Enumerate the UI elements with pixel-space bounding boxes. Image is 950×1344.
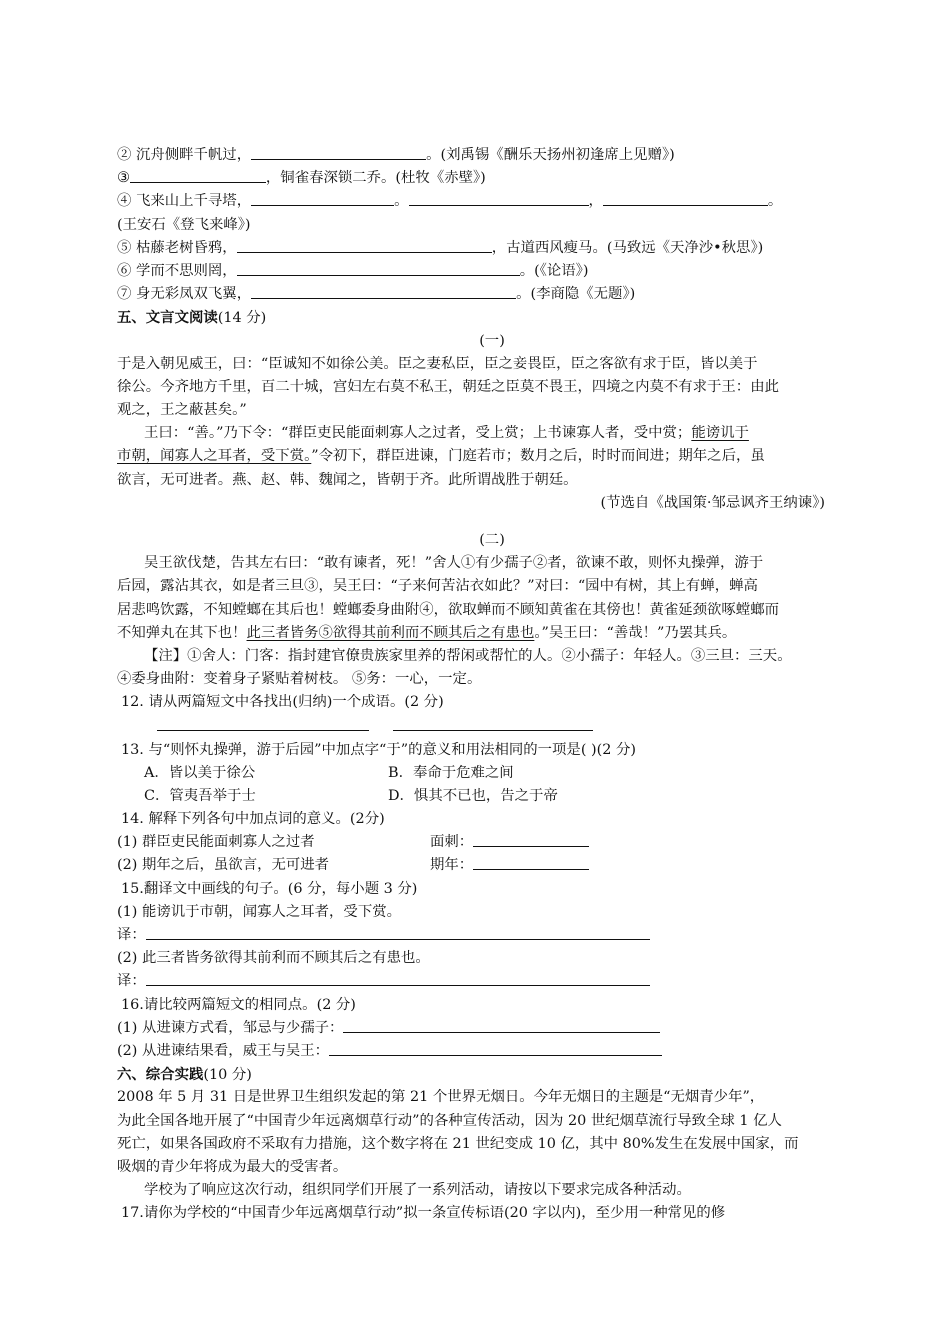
- text-1-line: 王曰：“善。”乃下令：“群臣吏民能面刺寡人之过者，受上赏；上书谏寡人者，受中赏；能谤讥于: [144, 425, 749, 442]
- question-16: 16.请比较两篇短文的相同点。(2 分): [121, 996, 356, 1013]
- option-a[interactable]: A．皆以美于徐公: [144, 764, 256, 781]
- q16-item-1: (1) 从进谏方式看，邹忌与少孺子：: [117, 1017, 867, 1040]
- section-score: (10 分): [203, 1067, 252, 1084]
- q15-item-2: (2) 此三者皆务欲得其前利而不顾其后之有患也。: [117, 950, 430, 967]
- q13-options-row-1: [117, 762, 867, 785]
- section-6-line: 学校为了响应这次行动，组织同学们开展了一系列活动，请按以下要求完成各种活动。: [144, 1182, 691, 1199]
- section-6-line: 为此全国各地开展了“中国青少年远离烟草行动”的各种宣传活动，因为 20 世纪烟草流行导致全球 1 亿人: [117, 1112, 782, 1129]
- section-5-heading: [117, 306, 867, 329]
- q16-item-2: (2) 从进谏结果看，威王与吴王：: [117, 1040, 867, 1063]
- poem-line-7: ⑦ 身无彩凤双飞翼， 。(李商隐《无题》): [117, 283, 867, 306]
- answer-blank[interactable]: [473, 831, 589, 847]
- text-1-label: (一): [479, 332, 505, 349]
- text-1-line: 于是入朝见威王，曰：“臣诚知不如徐公美。臣之妻私臣，臣之妾畏臣，臣之客欲有求于臣，皆以美于: [117, 355, 758, 372]
- answer-blank[interactable]: [251, 283, 516, 299]
- question-17: 17.请你为学校的“中国青少年远离烟草行动”拟一条宣传标语(20 字以内)，至少用一种常见的修: [121, 1205, 726, 1222]
- text-2-line: 居悲鸣饮露，不知螳螂在其后也！螳螂委身曲附④，欲取蝉而不顾知黄雀在其傍也！黄雀延颈欲啄螳螂而: [117, 601, 779, 618]
- question-15: 15.翻译文中画线的句子。(6 分，每小题 3 分): [121, 880, 418, 897]
- q14-item-2: (2) 期年之后，虽欲言，无可进者 期年：: [117, 854, 867, 877]
- q14-item-1: (1) 群臣吏民能面刺寡人之过者 面刺：: [117, 831, 867, 854]
- text-1-line: 市朝，闻寡人之耳者，受下赏。”令初下，群臣进谏，门庭若市；数月之后，时时而间进；期年之后，虽: [117, 448, 765, 465]
- section-6-heading: [117, 1063, 867, 1086]
- answer-blank[interactable]: [409, 190, 589, 206]
- underlined-sentence: 市朝，闻寡人之耳者，受下赏。: [117, 448, 312, 465]
- answer-blank[interactable]: [251, 190, 394, 206]
- section-score: (14 分): [217, 310, 267, 327]
- q15-translation-row-2: 译：: [117, 970, 867, 993]
- option-c[interactable]: C．管夷吾举于士: [144, 787, 256, 804]
- poem-line-2: ② 沉舟侧畔千帆过， 。(刘禹锡《酬乐天扬州初逢席上见赠》): [117, 144, 867, 167]
- text-1-line: 徐公。今齐地方千里，百二十城，宫妇左右莫不私王，朝廷之臣莫不畏王，四境之内莫不有求于王：由此: [117, 378, 779, 395]
- section-6-line: 2008 年 5 月 31 日是世界卫生组织发起的第 21 个世界无烟日。今年无烟日的主题是“无烟青少年”，: [117, 1089, 765, 1106]
- answer-blank[interactable]: [603, 190, 768, 206]
- text-2-note: 【注】①舍人：门客：指封建官僚贵族家里养的帮闲或帮忙的人。②小孺子：年轻人。③三旦：三天。: [144, 647, 792, 664]
- answer-blank[interactable]: [157, 715, 369, 731]
- option-d[interactable]: D．惧其不已也，告之于帝: [388, 787, 558, 804]
- text-2-note: ④委身曲附：变着身子紧贴着树枝。 ⑤务：一心，一定。: [117, 671, 482, 688]
- q13-options-row-2: [117, 785, 867, 808]
- underlined-sentence: 此三者皆务⑤欲得其前利而不顾其后之有患也: [246, 624, 535, 641]
- underlined-sentence: 能谤讥于: [691, 425, 749, 442]
- q15-translation-row-1: 译：: [117, 924, 867, 947]
- question-14: 14. 解释下列各句中加点词的意义。(2分): [121, 811, 385, 828]
- q12-answer-row: [117, 715, 867, 731]
- page-content: [117, 144, 867, 1225]
- q15-item-1: (1) 能谤讥于市朝，闻寡人之耳者，受下赏。: [117, 903, 401, 920]
- section-title: 五、文言文阅读: [117, 309, 218, 327]
- option-b[interactable]: B．奉命于危难之间: [388, 764, 514, 781]
- answer-blank[interactable]: [237, 260, 520, 276]
- poem-line-5: ⑤ 枯藤老树昏鸦， ，古道西风瘦马。(马致远《天净沙•秋思》): [117, 237, 867, 260]
- poem-line-4: ④ 飞来山上千寻塔， 。 ， 。: [117, 190, 867, 213]
- answer-blank[interactable]: [146, 970, 650, 986]
- answer-blank[interactable]: [329, 1040, 662, 1056]
- answer-blank[interactable]: [393, 715, 593, 731]
- poem-line-4-source: (王安石《登飞来峰》): [117, 216, 251, 233]
- poem-line-6: ⑥ 学而不思则罔， 。(《论语》): [117, 260, 867, 283]
- section-6-line: 死亡，如果各国政府不采取有力措施，这个数字将在 21 世纪变成 10 亿，其中 80%发生在发展中国家，而: [117, 1135, 799, 1152]
- text-1-source: (节选自《战国策·邹忌讽齐王纳谏》): [600, 494, 825, 511]
- question-13: 13. 与“则怀丸操弹，游于后园”中加点字“于”的意义和用法相同的一项是( )(2 分): [121, 741, 636, 758]
- answer-blank[interactable]: [343, 1017, 660, 1033]
- answer-blank[interactable]: [130, 167, 266, 183]
- poem-line-3: ③ ，铜雀春深锁二乔。(杜牧《赤壁》): [117, 167, 867, 190]
- text-2-line: 后园，露沾其衣，如是者三旦③，吴王曰：“子来何苦沾衣如此？”对曰：“园中有树，其上有蝉，蝉高: [117, 578, 758, 595]
- answer-blank[interactable]: [251, 144, 426, 160]
- text-2-line: 吴王欲伐楚，告其左右曰：“敢有谏者，死！”舍人①有少孺子②者，欲谏不敢，则怀丸操弹，游于: [144, 555, 764, 572]
- text-1-line: 欲言，无可进者。燕、赵、韩、魏闻之，皆朝于齐。此所谓战胜于朝廷。: [117, 471, 578, 488]
- section-6-line: 吸烟的青少年将成为最大的受害者。: [117, 1158, 348, 1175]
- section-title: 六、综合实践: [117, 1066, 204, 1084]
- question-12: 12. 请从两篇短文中各找出(归纳)一个成语。(2 分): [121, 694, 444, 711]
- text-1-line: 观之，王之蔽甚矣。”: [117, 402, 247, 419]
- answer-blank[interactable]: [237, 237, 492, 253]
- text-2-label: (二): [479, 532, 505, 548]
- answer-blank[interactable]: [146, 924, 650, 940]
- answer-blank[interactable]: [473, 854, 589, 870]
- text-2-line: 不知弹丸在其下也！此三者皆务⑤欲得其前利而不顾其后之有患也。”吴王曰：“善哉！”乃罢其兵。: [117, 624, 737, 641]
